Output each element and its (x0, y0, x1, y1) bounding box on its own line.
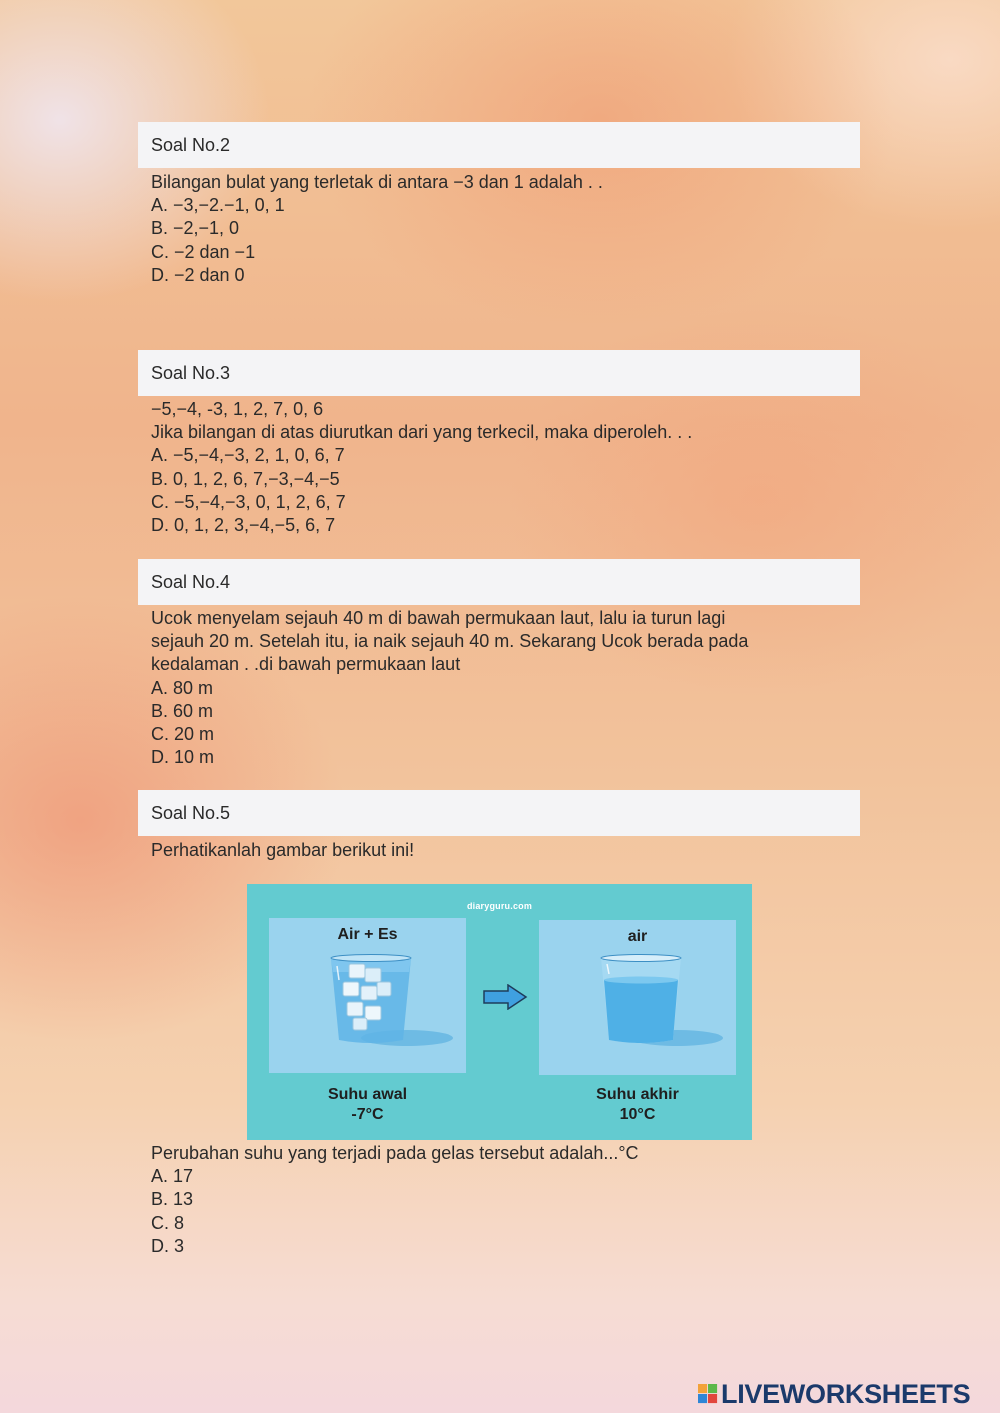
question-4-text-line-2: sejauh 20 m. Setelah itu, ia naik sejauh 40 m. Sekarang Ucok berada pada (151, 631, 749, 652)
arrow-right-icon (482, 984, 528, 1010)
caption-initial-temperature (269, 1085, 466, 1125)
question-5-text: Perubahan suhu yang terjadi pada gelas tersebut adalah...°C (151, 1143, 639, 1163)
question-4-header: Soal No.4 (138, 559, 860, 605)
option-c: C. 8 (151, 1212, 185, 1233)
liveworksheets-logo (698, 1380, 970, 1408)
caption-left-label: Suhu awal (327, 1086, 408, 1103)
caption-left-value: -7°C (351, 1106, 384, 1123)
glass-with-water-icon (589, 950, 729, 1050)
question-5-header: Soal No.5 (138, 790, 860, 836)
question-4-body (151, 607, 748, 769)
option-d: D. 0, 1, 2, 3,−4,−5, 6, 7 (151, 515, 336, 536)
temperature-figure (247, 884, 752, 1140)
option-c: C. 20 m (151, 724, 215, 745)
figure-credit: diaryguru.com (466, 901, 533, 911)
question-3-header: Soal No.3 (138, 350, 860, 396)
question-4-text-line-3: kedalaman . .di bawah permukaan laut (151, 654, 461, 675)
option-b: B. −2,−1, 0 (151, 218, 240, 239)
panel-right-title: air (627, 928, 648, 945)
question-5-intro-text: Perhatikanlah gambar berikut ini! (151, 840, 415, 860)
panel-water (539, 920, 736, 1075)
option-a: A. −5,−4,−3, 2, 1, 0, 6, 7 (151, 445, 345, 466)
question-5-intro (151, 839, 414, 862)
option-b: B. 0, 1, 2, 6, 7,−3,−4,−5 (151, 468, 340, 489)
liveworksheets-logo-icon (698, 1384, 718, 1404)
question-2-header: Soal No.2 (138, 122, 860, 168)
option-d: D. −2 dan 0 (151, 264, 245, 285)
caption-right-value: 10°C (619, 1106, 656, 1123)
glass-with-ice-icon (319, 950, 459, 1050)
option-c: C. −2 dan −1 (151, 241, 256, 262)
option-a: A. 17 (151, 1166, 194, 1187)
option-c: C. −5,−4,−3, 0, 1, 2, 6, 7 (151, 491, 346, 512)
question-4-text-line-1: Ucok menyelam sejauh 40 m di bawah permukaan laut, lalu ia turun lagi (151, 608, 726, 628)
option-b: B. 60 m (151, 700, 214, 721)
question-3-body (151, 398, 692, 537)
question-2-text: Bilangan bulat yang terletak di antara −3 dan 1 adalah . . (151, 172, 603, 192)
option-d: D. 10 m (151, 747, 215, 768)
question-3-text: Jika bilangan di atas diurutkan dari yang terkecil, maka diperoleh. . . (151, 422, 693, 443)
option-b: B. 13 (151, 1189, 194, 1210)
question-5-body (151, 1142, 639, 1258)
question-3-numbers: −5,−4, -3, 1, 2, 7, 0, 6 (151, 399, 324, 419)
liveworksheets-logo-text: LIVEWORKSHEETS (721, 1378, 971, 1409)
panel-left-title: Air + Es (337, 926, 398, 943)
option-a: A. −3,−2.−1, 0, 1 (151, 195, 285, 216)
caption-right-label: Suhu akhir (596, 1086, 679, 1103)
option-d: D. 3 (151, 1235, 185, 1256)
option-a: A. 80 m (151, 677, 214, 698)
caption-final-temperature (539, 1085, 736, 1125)
panel-water-ice (269, 918, 466, 1073)
question-2-body (151, 171, 603, 287)
